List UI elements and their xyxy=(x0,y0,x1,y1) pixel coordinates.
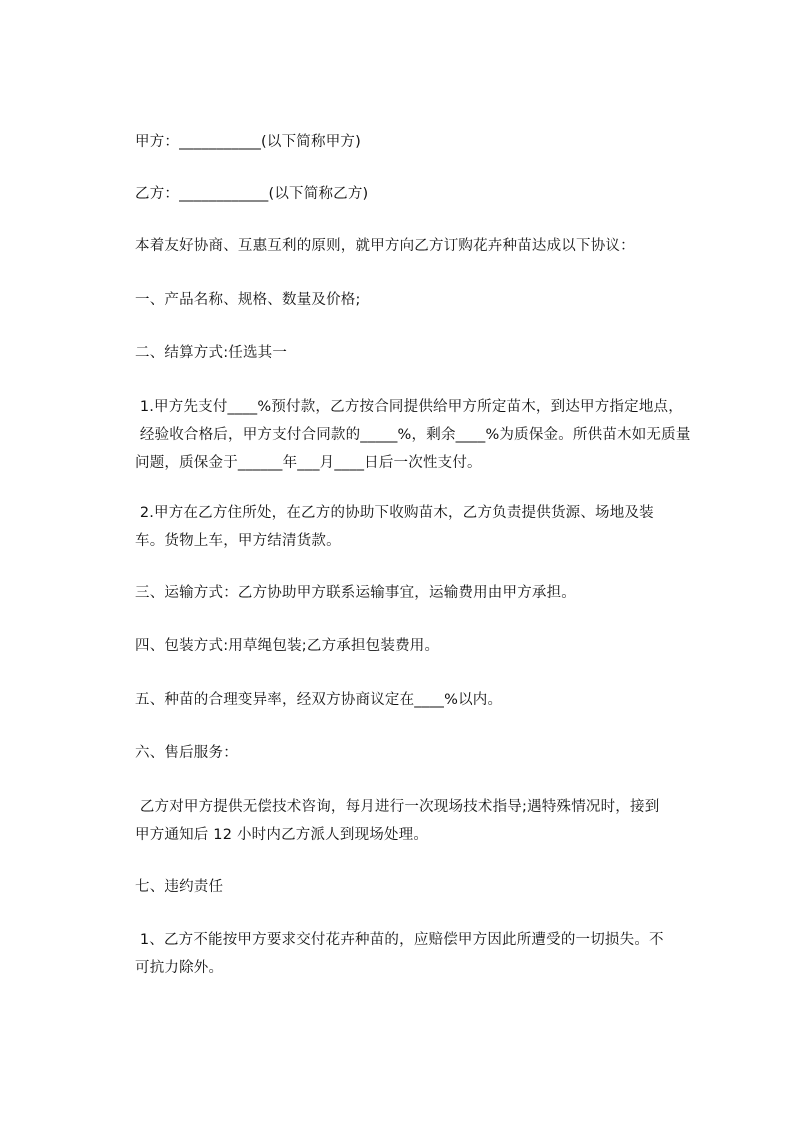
party-a-line: 甲方：___________(以下简称甲方) xyxy=(135,134,361,150)
section-3-paragraph: 三、运输方式：乙方协助甲方联系运输事宜，运输费用由甲方承担。 xyxy=(135,585,576,601)
section-6-heading: 六、售后服务： xyxy=(135,745,238,761)
section-2-heading: 二、结算方式:任选其一 xyxy=(135,345,288,361)
section-1-heading: 一、产品名称、规格、数量及价格; xyxy=(135,292,361,308)
section-7-clause-1: 1、乙方不能按甲方要求交付花卉种苗的，应赔偿甲方因此所遭受的一切损失。不 可抗力除外。 xyxy=(135,932,664,976)
party-b-line: 乙方：____________(以下简称乙方) xyxy=(135,186,369,202)
section-6-paragraph: 乙方对甲方提供无偿技术咨询，每月进行一次现场技术指导;遇特殊情况时，接到 甲方通知后 12 小时内乙方派人到现场处理。 xyxy=(135,799,660,843)
section-2-clause-1: 1.甲方先支付____%预付款，乙方按合同提供给甲方所定苗木，到达甲方指定地点， 经验收合格后，甲方支付合同款的_____%，剩余____%为质保金。所供苗木如无质量 问题，质保金于______年___月____日后一次性支付。 xyxy=(135,399,691,471)
section-5-paragraph: 五、种苗的合理变异率，经双方协商议定在____%以内。 xyxy=(135,692,503,708)
section-4-paragraph: 四、包装方式:用草绳包装;乙方承担包装费用。 xyxy=(135,638,440,654)
section-7-heading: 七、违约责任 xyxy=(135,879,224,895)
section-2-clause-2: 2.甲方在乙方住所处，在乙方的协助下收购苗木，乙方负责提供货源、场地及装 车。货物上车，甲方结清货款。 xyxy=(135,505,654,549)
intro-paragraph: 本着友好协商、互惠互利的原则，就甲方向乙方订购花卉种苗达成以下协议： xyxy=(135,238,635,254)
